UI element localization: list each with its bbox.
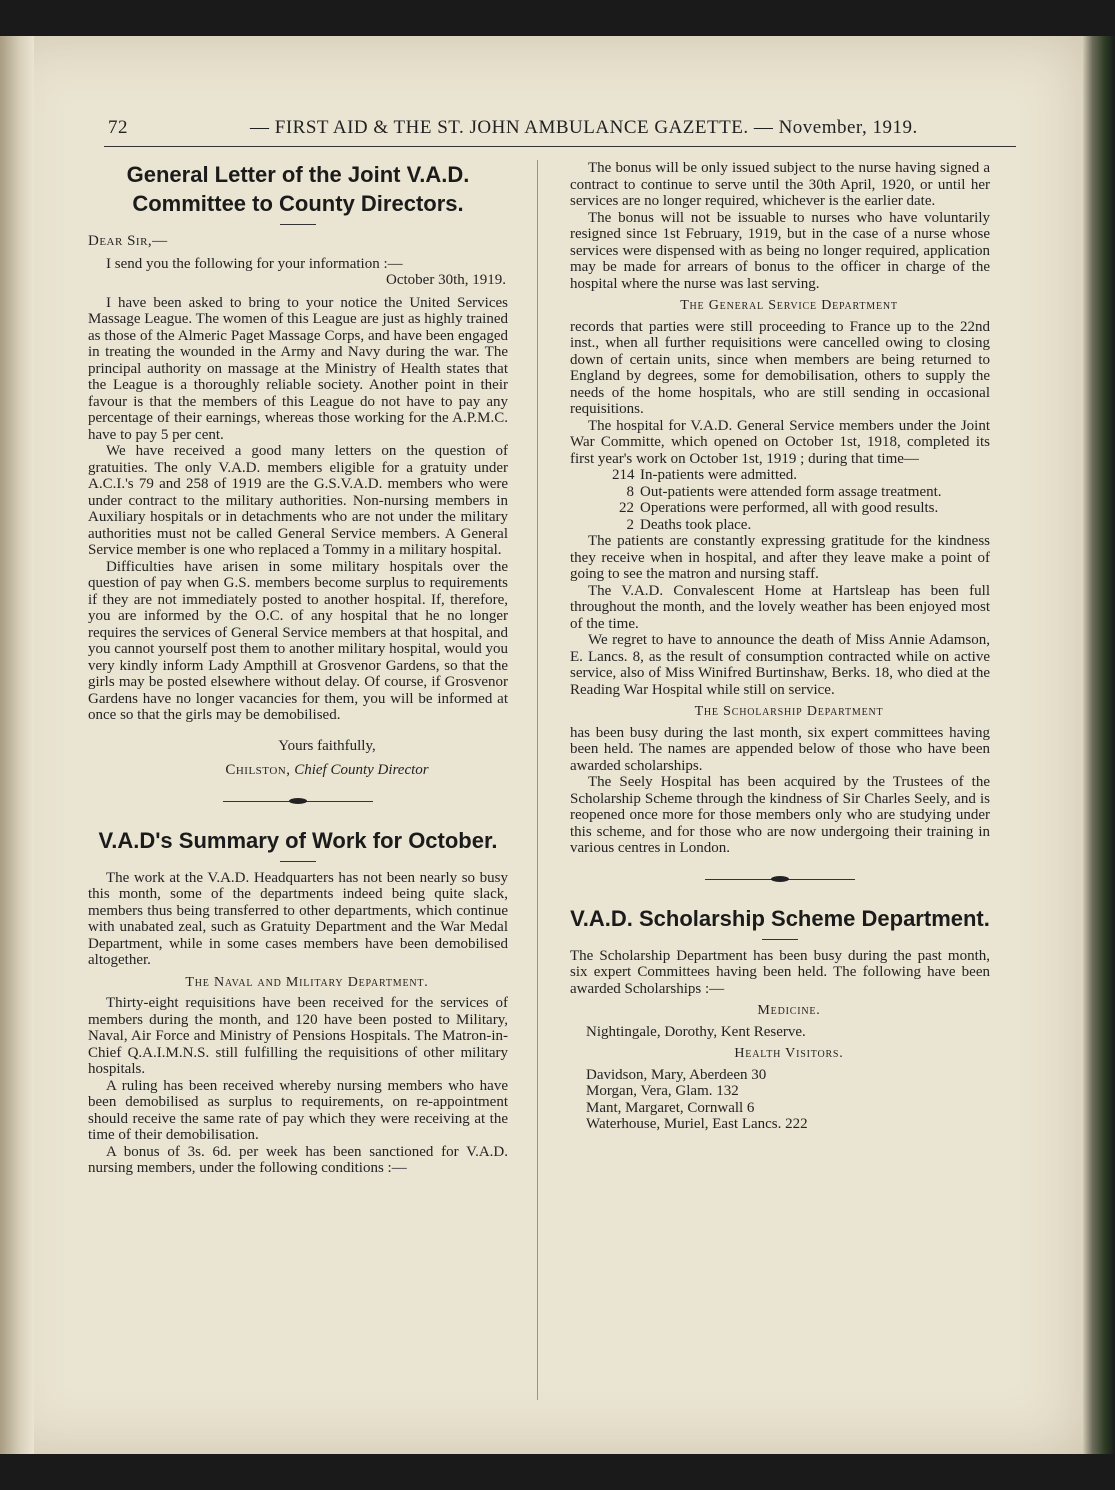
article1-para1: I have been asked to bring to your notice the United Services Massage League. The women of this League are just as highly trained as those of the Almeric Paget Massage Corps, and have been engaged in treating the wounded in the Army and Navy during the war. The principal authority on massage at the Ministry of Health states that the League is a thoroughly reliable society. Another point in their favour is that the members of this League do not have to pay any percentage of their earnings, whereas those working for the A.P.M.C. have to pay 5 per cent. [88, 294, 508, 443]
left-column [88, 160, 508, 1177]
page-binding [0, 36, 34, 1454]
scholar-entry: Davidson, Mary, Aberdeen 30 [586, 1066, 767, 1083]
article2-para13: The Seely Hospital has been acquired by the Trustees of the Scholarship Scheme through the kindness of Sir Charles Seely, and is reopened once more for those members only who are studying under this scheme, and for those who are now undergoing their training in various centres in London. [570, 774, 990, 856]
subhead-general: The General Service Department [680, 298, 898, 313]
short-rule [762, 939, 798, 940]
article1-closing: Yours faithfully, [278, 737, 376, 754]
right-column [570, 160, 990, 1133]
signer-title: Chief County Director [294, 762, 429, 778]
stat-line [570, 484, 990, 501]
article2-para9: The patients are constantly expressing gratitude for the kindness they receive when in hospital, and after they leave make a point of going to see the matron and nursing staff. [570, 533, 990, 582]
article2-para6: The bonus will not be issuable to nurses who have voluntarily resigned since 1st February, 1919, but in the case of a nurse whose services were dispensed with as being no longer required, application may be made for arrears of bonus to the officer in charge of the hospital where the nurse was last serving. [570, 209, 990, 292]
article1-opening: I send you the following for your information :— [106, 255, 403, 272]
stat-text: Out-patients were attended form assage treatment. [640, 483, 942, 500]
running-header [100, 117, 1030, 147]
article1-date: October 30th, 1919. [386, 272, 506, 288]
stat-line [570, 517, 990, 534]
stat-number: 8 [626, 483, 634, 500]
article3-headline: V.A.D. Scholarship Scheme Department. [570, 905, 990, 931]
signer-name: Chilston, [225, 762, 291, 778]
section-ornament [705, 875, 855, 884]
running-title: — FIRST AID & THE ST. JOHN AMBULANCE GAZETTE. — November, 1919. [250, 117, 918, 138]
scholar-entry: Morgan, Vera, Glam. 132 [586, 1083, 739, 1099]
article2-headline: V.A.D's Summary of Work for October. [98, 827, 498, 853]
scholar-entry: Nightingale, Dorothy, Kent Reserve. [586, 1023, 806, 1040]
article1-para3: Difficulties have arisen in some military hospitals over the question of pay when G.S. members become surplus to requirements if they are not immediately posted to another hospital. If, therefore, you are informed by the O.C. of any hospital that he no longer requires the services of General Service members at that hospital, and you cannot yourself post them to another military hospital, would you very kindly inform Lady Ampthill at Grosvenor Gardens, so that the girls may be posted elsewhere without delay. Of course, if Grosvenor Gardens have no longer vacancies for them, you will be informed at once so that the girls may be demobilised. [88, 558, 508, 723]
header-rule [104, 146, 1016, 147]
stat-text: In-patients were admitted. [640, 467, 798, 483]
short-rule [280, 224, 316, 225]
stat-text: Deaths took place. [640, 516, 752, 533]
article1-para2: We have received a good many letters on the question of gratuities. The only V.A.D. members eligible for a gratuity under A.C.I.'s 79 and 258 of 1919 are the G.S.V.A.D. members who were under contract to the military authorities. Non-nursing members in Auxiliary hospitals or in detachments who are not under the military authorities must not be called General Service members. A General Service member is one who replaced a Tommy in a military hospital. [88, 443, 508, 558]
health-heading: Health Visitors. [734, 1046, 844, 1061]
article2-para10: The V.A.D. Convalescent Home at Hartsleap has been full throughout the month, and the lovely weather has been enjoyed most of the time. [570, 582, 990, 632]
stat-line [570, 500, 990, 517]
scholar-entry: Waterhouse, Muriel, East Lancs. 222 [586, 1116, 808, 1132]
article1-signature [128, 762, 508, 779]
scholar-entry: Mant, Margaret, Cornwall 6 [586, 1099, 755, 1116]
article1-salutation: Dear Sir,— [88, 233, 168, 249]
article2-para5: The bonus will be only issued subject to the nurse having signed a contract to continue to serve until the 30th April, 1920, or until her services are no longer required, whichever is the earlier date. [570, 160, 990, 209]
stat-number: 214 [612, 467, 635, 483]
subhead-naval: The Naval and Military Department. [185, 974, 429, 990]
article2-para8: The hospital for V.A.D. General Service members under the Joint War Committe, which opened on October 1st, 1918, completed its first year's work on October 1st, 1919 ; during that time— [570, 417, 990, 467]
stat-number: 22 [619, 500, 634, 516]
article2-para7: records that parties were still proceeding to France up to the 22nd inst., when all further requisitions were cancelled owing to closing down of certain units, since when members are being returned to England by degrees, some for demobilisation, others to supply the needs of the home hospitals, who are still sending in occasional requisitions. [570, 318, 990, 417]
page-edge [1083, 36, 1115, 1454]
article2-para3: A ruling has been received whereby nursing members who have been demobilised as surplus to requirements, on re-appointment should receive the same rate of pay which they were receiving at the time of their demobilisation. [88, 1077, 508, 1143]
stat-line [570, 467, 990, 484]
page-number: 72 [108, 117, 128, 138]
article2-para2: Thirty-eight requisitions have been received for the services of members during the month, and 120 have been posted to Military, Naval, Air Force and Ministry of Pensions Hospitals. The Matron-in-Chief Q.A.I.M.N.S. still fulfilling the requisitions of other military hospitals. [88, 995, 508, 1077]
article2-para1: The work at the V.A.D. Headquarters has not been nearly so busy this month, some of the departments indeed being quite slack, members thus being transferred to other departments, which continue with unabated zeal, such as Gratuity Department and the War Medal Department, while in some cases members have been demobilised altogether. [88, 869, 508, 968]
subhead-scholarship: The Scholarship Department [694, 704, 884, 719]
article1-headline: General Letter of the Joint V.A.D. Committee to County Directors. [126, 162, 470, 216]
stat-text: Operations were performed, all with good results. [640, 500, 939, 516]
section-ornament [223, 797, 373, 806]
article2-para4: A bonus of 3s. 6d. per week has been sanctioned for V.A.D. nursing members, under the following conditions :— [88, 1143, 508, 1176]
short-rule [280, 861, 316, 862]
article2-para11: We regret to have to announce the death of Miss Annie Adamson, E. Lancs. 8, as the result of consumption contracted while on active service, also of Miss Winifred Burtinshaw, Berks. 18, who died at the Reading War Hospital while still on service. [570, 632, 990, 698]
column-divider [537, 160, 538, 1400]
stat-number: 2 [626, 516, 634, 533]
article2-para12: has been busy during the last month, six expert committees having been held. The names are appended below of those who have been awarded scholarships. [570, 724, 990, 774]
medicine-heading: Medicine. [757, 1003, 821, 1018]
article3-intro: The Scholarship Department has been busy during the past month, six expert Committees having been held. The following have been awarded Scholarships :— [570, 947, 990, 997]
